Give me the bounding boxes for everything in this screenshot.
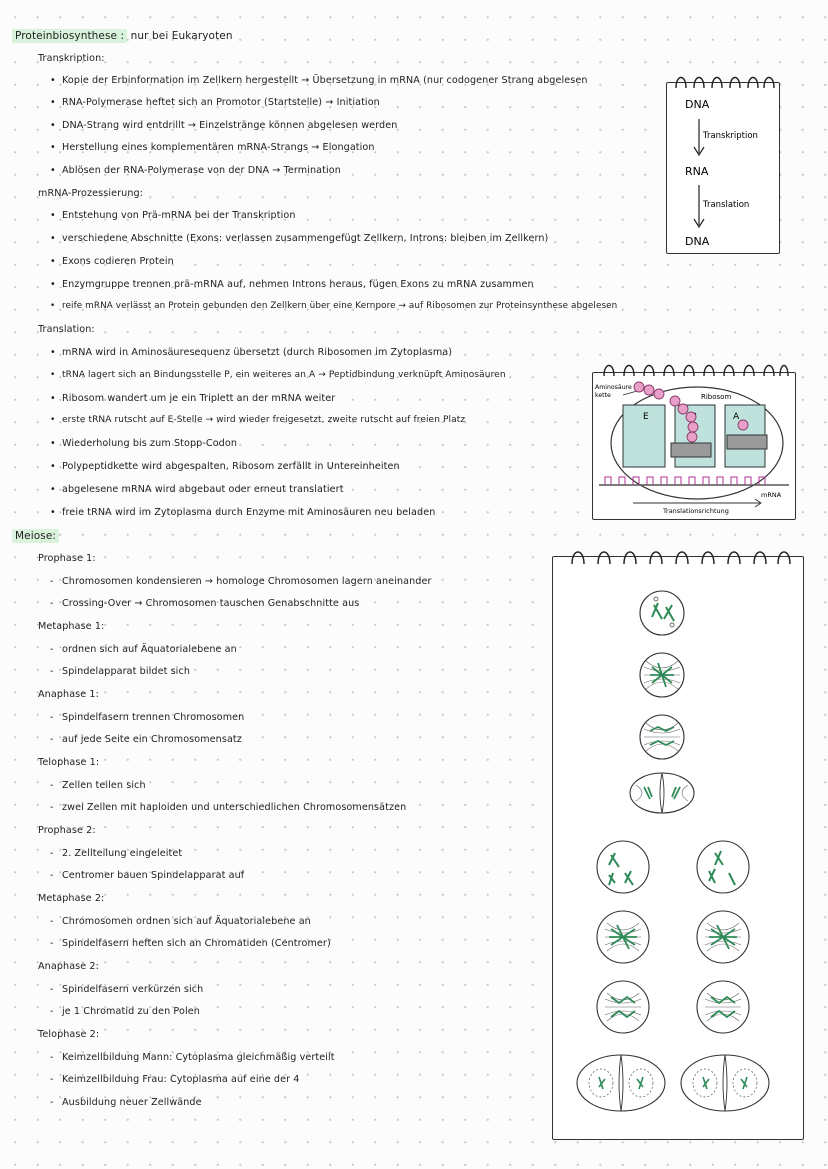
cell-prophase-2-left — [597, 841, 649, 893]
list-item: • RNA-Polymerase heftet sich an Promotor (Startstelle) → Initiation — [50, 97, 380, 108]
cell-telophase-2-left — [577, 1055, 665, 1111]
list-item: • abgelesene mRNA wird abgebaut oder erneut translatiert — [50, 484, 344, 495]
arrow-right-icon — [633, 499, 761, 507]
phase-heading: Prophase 1: — [38, 553, 96, 564]
list-item: - Spindelfasern trennen Chromosomen — [50, 712, 245, 723]
cell-telophase-2-right — [681, 1055, 769, 1111]
list-item: • Polypeptidkette wird abgespalten, Ribosom zerfällt in Untereinheiten — [50, 461, 400, 472]
list-item: - ordnen sich auf Äquatorialebene an — [50, 644, 237, 655]
list-item: • Wiederholung bis zum Stopp-Codon — [50, 438, 238, 449]
site-a-label: A — [733, 412, 740, 422]
cell-metaphase-1 — [640, 653, 684, 697]
site-e-label: E — [643, 412, 649, 422]
list-item: • Herstellung eines komplementären mRNA-Strangs → Elongation — [50, 142, 375, 153]
phase-heading: Anaphase 2: — [38, 961, 99, 972]
list-item: - Crossing-Over → Chromosomen tauschen Genabschnitte aus — [50, 598, 360, 609]
kette-label: kette — [595, 392, 611, 399]
phase-heading: Telophase 2: — [38, 1029, 100, 1040]
list-item: - Spindelfasern heften sich an Chromatiden (Centromer) — [50, 938, 331, 949]
phase-heading: Metaphase 1: — [38, 621, 105, 632]
list-item: • tRNA lagert sich an Bindungsstelle P, ein weiteres an A → Peptidbindung verknüpft Aminosäuren — [50, 370, 506, 380]
list-item: - Chromosomen ordnen sich auf Äquatorialebene an — [50, 916, 311, 927]
cell-metaphase-2-left — [597, 911, 649, 963]
cell-prophase-1 — [640, 591, 684, 635]
trna-p — [671, 443, 711, 457]
list-item: • mRNA wird in Aminosäuresequenz übersetzt (durch Ribosomen im Zytoplasma) — [50, 347, 453, 358]
list-item: - auf jede Seite ein Chromosomensatz — [50, 734, 242, 745]
meiose-notepad — [552, 556, 804, 1140]
translation-heading: Translation: — [38, 324, 95, 335]
prozessierung-heading: mRNA-Prozessierung: — [38, 188, 144, 199]
aminosaeure-label: Aminosäure — [595, 384, 632, 391]
cell-anaphase-2-right — [697, 981, 749, 1033]
transkription-label: Transkription — [703, 131, 758, 141]
list-item: - 2. Zellteilung eingeleitet — [50, 848, 183, 859]
list-item: • DNA-Strang wird entdrillt → Einzelstränge können abgelesen werden — [50, 120, 398, 131]
cell-telophase-1 — [630, 773, 694, 813]
spiral-binding — [592, 360, 794, 378]
dna-flow-notepad — [666, 82, 780, 254]
phase-heading: Anaphase 1: — [38, 689, 99, 700]
protein-title: Proteinbiosynthese : — [12, 29, 127, 43]
cell-prophase-2-right — [697, 841, 749, 893]
phase-heading: Telophase 1: — [38, 757, 100, 768]
list-item: • Ribosom wandert um je ein Triplett an der mRNA weiter — [50, 393, 336, 404]
protein-title-row — [12, 30, 233, 42]
list-item: • Exons codieren Protein — [50, 256, 174, 267]
protein-note: nur bei Eukaryoten — [130, 30, 233, 42]
phase-heading: Prophase 2: — [38, 825, 96, 836]
meiose-title-row — [12, 530, 59, 542]
translation-label: Translation — [703, 200, 750, 210]
cell-anaphase-2-left — [597, 981, 649, 1033]
dna-top-label: DNA — [685, 98, 710, 111]
list-item: - Spindelapparat bildet sich — [50, 666, 190, 677]
ribosome-notepad — [592, 372, 796, 520]
list-item: - Keimzellbildung Frau: Cytoplasma auf eine der 4 — [50, 1074, 300, 1085]
ribosom-label: Ribosom — [701, 393, 732, 401]
list-item: • Kopie der Erbinformation im Zellkern hergestellt → Übersetzung in mRNA (nur codogener Strang abgelesen — [50, 75, 588, 86]
list-item: - Chromosomen kondensieren → homologe Chromosomen lagern aneinander — [50, 576, 432, 587]
meiose-cells — [553, 557, 803, 1139]
list-item: • verschiedene Abschnitte (Exons: verlassen zusammengefügt Zellkern, Introns: bleiben im Zellkern) — [50, 233, 549, 244]
cell-anaphase-1 — [640, 715, 684, 759]
spiral-binding — [668, 72, 778, 90]
list-item: - Keimzellbildung Mann: Cytoplasma gleichmäßig verteilt — [50, 1052, 335, 1063]
transkription-heading: Transkription: — [38, 53, 105, 64]
spiral-binding — [556, 546, 802, 566]
list-item: - Ausbildung neuer Zellwände — [50, 1097, 202, 1108]
mrna-label: mRNA — [761, 491, 782, 499]
list-item: • Entstehung von Prä-mRNA bei der Transkription — [50, 210, 296, 221]
rna-label: RNA — [685, 165, 709, 178]
list-item: • freie tRNA wird im Zytoplasma durch Enzyme mit Aminosäuren neu beladen — [50, 507, 436, 518]
list-item: - Zellen teilen sich — [50, 780, 146, 791]
list-item: - je 1 Chromatid zu den Polen — [50, 1006, 200, 1017]
trna-a — [727, 435, 767, 449]
phase-heading: Metaphase 2: — [38, 893, 105, 904]
richtung-label: Translationsrichtung — [663, 507, 729, 515]
list-item: • Enzymgruppe trennen prä-mRNA auf, nehmen Introns heraus, fügen Exons zu mRNA zusammen — [50, 279, 534, 290]
list-item: • Ablösen der RNA-Polymerase von der DNA → Termination — [50, 165, 341, 176]
meiose-title: Meiose: — [12, 529, 59, 543]
list-item: • erste tRNA rutscht auf E-Stelle → wird wieder freigesetzt, zweite rutscht auf freien Platz — [50, 415, 466, 425]
cell-metaphase-2-right — [697, 911, 749, 963]
dna-bottom-label: DNA — [685, 235, 710, 248]
list-item: - Centromer bauen Spindelapparat auf — [50, 870, 245, 881]
list-item: • reife mRNA verlässt an Protein gebunden den Zellkern über eine Kernpore → auf Ribosomen zur Proteinsynthese abgelesen — [50, 301, 618, 311]
list-item: - Spindelfasern verkürzen sich — [50, 984, 204, 995]
list-item: - zwei Zellen mit haploiden und unterschiedlichen Chromosomensätzen — [50, 802, 407, 813]
